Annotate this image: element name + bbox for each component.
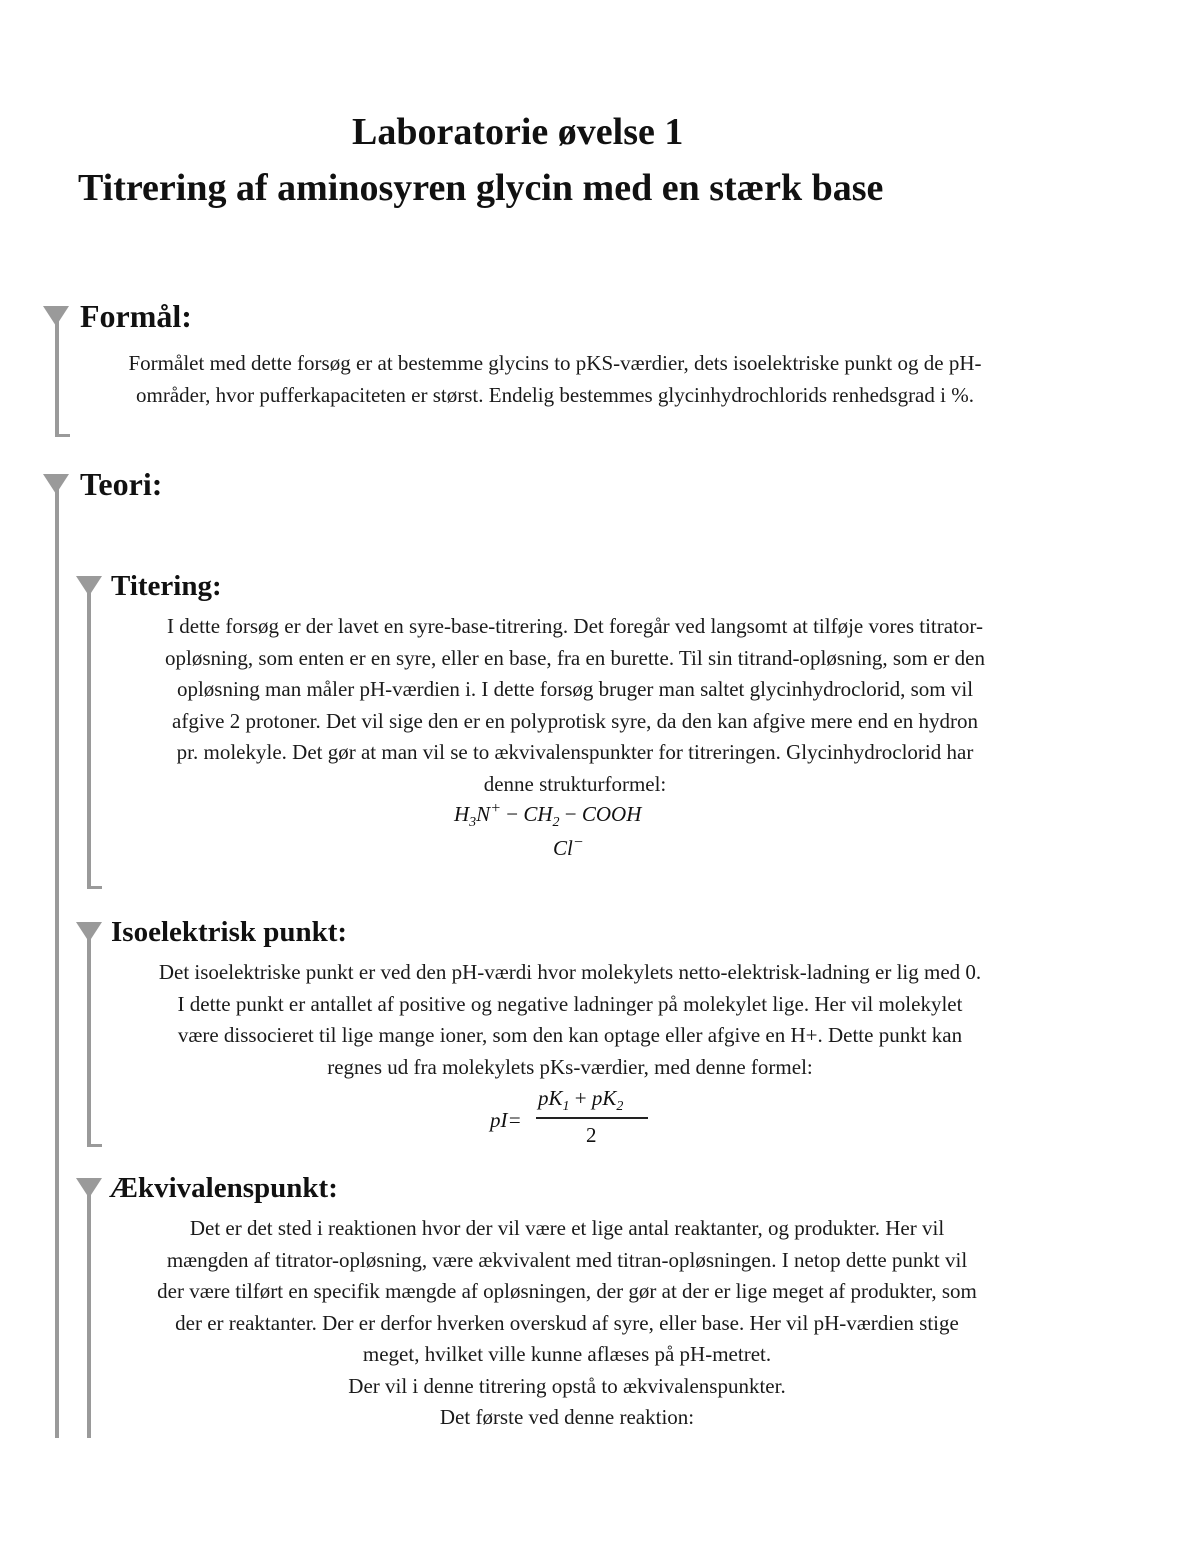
heading-titering: Titering: [111,570,222,602]
subsection-bracket-foot [87,886,102,889]
aekvivalens-line-1: Det er det sted i reaktionen hvor der vil være et lige antal reaktanter, og produkter. Her vil [189,1216,945,1240]
aekvivalens-line-3: der være tilført en specifik mængde af opløsningen, der gør at der er lige meget af produkter, som [157,1279,977,1303]
titering-line-3: opløsning man måler pH-værdien i. I dette forsøg bruger man saltet glycinhydroclorid, som vil [176,677,974,701]
isoelectric-point-formula [488,1086,658,1148]
aekvivalens-line-4: der er reaktanter. Der er derfor hverken overskud af syre, eller base. Her vil pH-værdien stige [175,1310,959,1335]
aekvivalens-line-6: Der vil i denne titrering opstå to ækvivalenspunkter. [348,1373,786,1398]
titering-line-6: denne strukturformel: [483,771,667,796]
isoelektrisk-line-2: I dette punkt er antallet af positive og negative ladninger på molekylet lige. Her vil molekylet [177,991,963,1016]
formula-denominator: 2 [586,1123,597,1147]
subsection-bracket-foot [87,1144,102,1147]
heading-teori: Teori: [80,466,163,502]
aekvivalens-paragraph [52,1213,1082,1434]
titering-line-5: pr. molekyle. Det gør at man vil se to ækvivalenspunkter for titreringen. Glycinhydroclorid har [176,740,974,764]
titering-paragraph [60,611,1090,800]
aekvivalens-line-7: Det første ved denne reaktion: [439,1405,695,1429]
formula-lhs: pI= [490,1108,522,1132]
formula-numerator: $pK_1 + pK_2$ [538,1086,624,1114]
aekvivalens-line-5: meget, hvilket ville kunne aflæses på pH-metret. [362,1342,772,1366]
glycinhydrochlorid-formula: $H_3N^+ - CH_2$ − COOH [454,800,642,830]
aekvivalens-line-2: mængden af titrator-opløsning, være ækvivalent med titran-opløsningen. I netop dette punkt vil [166,1247,968,1272]
formal-line-1: Formålet med dette forsøg er at bestemme glycins to pKS-værdier, dets isoelektriske punkt og de pH- [128,351,982,375]
isoelektrisk-line-3: være dissocieret til lige mange ioner, som den kan optage eller afgive en H+. Dette punkt kan [177,1023,963,1047]
formal-line-2: områder, hvor pufferkapaciteten er størst. Endelig bestemmes glycinhydrochlorids renhedsgrad i %. [136,382,974,407]
chloride-ion-formula: Cl− [553,834,584,860]
isoelektrisk-line-1: Det isoelektriske punkt er ved den pH-værdi hvor molekylets netto-elektrisk-ladning er lig med 0. [158,960,982,984]
section-bracket-foot [55,434,70,437]
titering-line-2: opløsning, som enten er en syre, eller en base, fra en burette. Til sin titrand-opløsning, som er den [165,645,985,670]
fraction-bar [536,1117,648,1119]
formal-paragraph [40,348,1070,411]
isoelektrisk-line-4: regnes ud fra molekylets pKs-værdier, med denne formel: [327,1054,813,1079]
titering-line-4: afgive 2 protoner. Det vil sige den er en polyprotisk syre, da den kan afgive mere end en hydron [172,708,978,733]
isoelektrisk-paragraph [55,957,1085,1083]
document-title-line2: Titrering af aminosyren glycin med en stærk base [78,167,884,209]
heading-aekvivalenspunkt: Ækvivalenspunkt: [109,1172,338,1204]
heading-isoelektrisk-punkt: Isoelektrisk punkt: [111,916,348,948]
titering-line-1: I dette forsøg er der lavet en syre-base-titrering. Det foregår ved langsomt at tilføje vores titrator- [167,614,983,638]
heading-formal: Formål: [80,298,192,334]
document-title-line1: Laboratorie øvelse 1 [352,111,684,153]
